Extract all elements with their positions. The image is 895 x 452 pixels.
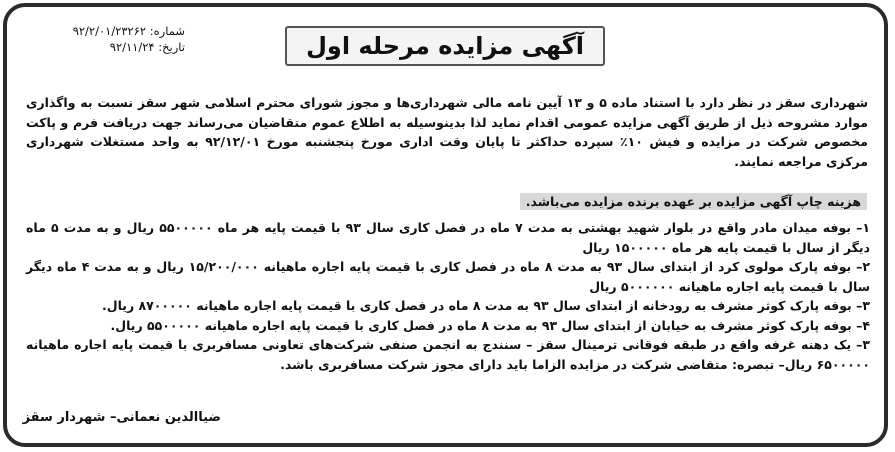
auction-items [26,218,870,374]
number-label: شماره: [149,24,185,38]
auction-item: ۱– بوفه میدان مادر واقع در بلوار شهید بهشتی به مدت ۷ ماه در فصل کاری سال ۹۳ با قیمت پایه هر ماه ۵۵۰۰۰۰۰ ریال و به مدت ۵ ماه دیگر از سال با قیمت پایه هر ماه ۱۵۰۰۰۰۰ ریال [26,220,871,255]
reference-number [35,23,185,39]
cost-note: هزینه چاپ آگهی مزایده بر عهده برنده مزایده می‌باشد. [520,193,867,210]
auction-item: ۲– بوفه پارک مولوی کرد از ابتدای سال ۹۳ به مدت ۸ ماه در فصل کاری با قیمت پایه اجاره ماهیانه ۱۵/۲۰۰/۰۰۰ ریال و به مدت ۴ ماه دیگر سال با قیمت پایه اجاره ماهیانه ۵۰۰۰۰۰۰ ریال [26,259,870,294]
date-value: ۹۲/۱۱/۲۴ [109,40,155,54]
date-label: تاریخ: [158,40,185,54]
auction-item: ۳– بوفه پارک کوثر مشرف به رودخانه از ابتدای سال ۹۳ به مدت ۸ ماه در فصل کاری با قیمت پایه اجاره ماهیانه ۸۷۰۰۰۰۰ ریال. [101,298,870,313]
signature: ضیاالدین نعمانی– شهردار سقز [22,410,221,425]
notice-title: آگهی مزایده مرحله اول [285,26,605,66]
auction-item: ۳– یک دهنه غرفه واقع در طبقه فوقانی ترمینال سقز – سنندج به انجمن صنفی شرکت‌های تعاونی مسافربری با قیمت پایه اجاره ماهیانه ۶۵۰۰۰۰۰ ریال– تبصره: متقاضی شرکت در مزایده الزاما باید دارای مجوز شرکت مسافربری باشد. [26,337,870,372]
reference-date [35,39,185,55]
reference-block [35,23,185,55]
notice-intro: شهرداری سقز در نظر دارد با استناد ماده ۵ و ۱۳ آیین نامه مالی شهرداری‌ها و مجوز شورای محترم اسلامی شهر سقز نسبت به واگذاری موارد مشروحه ذیل از طریق آگهی مزایده عمومی اقدام نماید لذا بدینوسیله به اطلاع عموم متقاضیان می‌رساند جهت دریافت فرم و پاکت مخصوص شرکت در مزایده و فیش ۱۰٪ سپرده حداکثر تا پایان وقت اداری مورخ پنجشنبه مورخ ۹۲/۱۲/۰۱ به واحد مستغلات شهرداری مرکزی مراجعه نمایند. [26,95,869,169]
auction-item: ۴– بوفه پارک کوثر مشرف به خیابان از ابتدای سال ۹۳ به مدت ۸ ماه در فصل کاری با قیمت پایه اجاره ماهیانه ۵۵۰۰۰۰۰ ریال. [110,317,870,333]
number-value: ۹۲/۲/۰۱/۲۳۲۶۲ [72,24,147,38]
